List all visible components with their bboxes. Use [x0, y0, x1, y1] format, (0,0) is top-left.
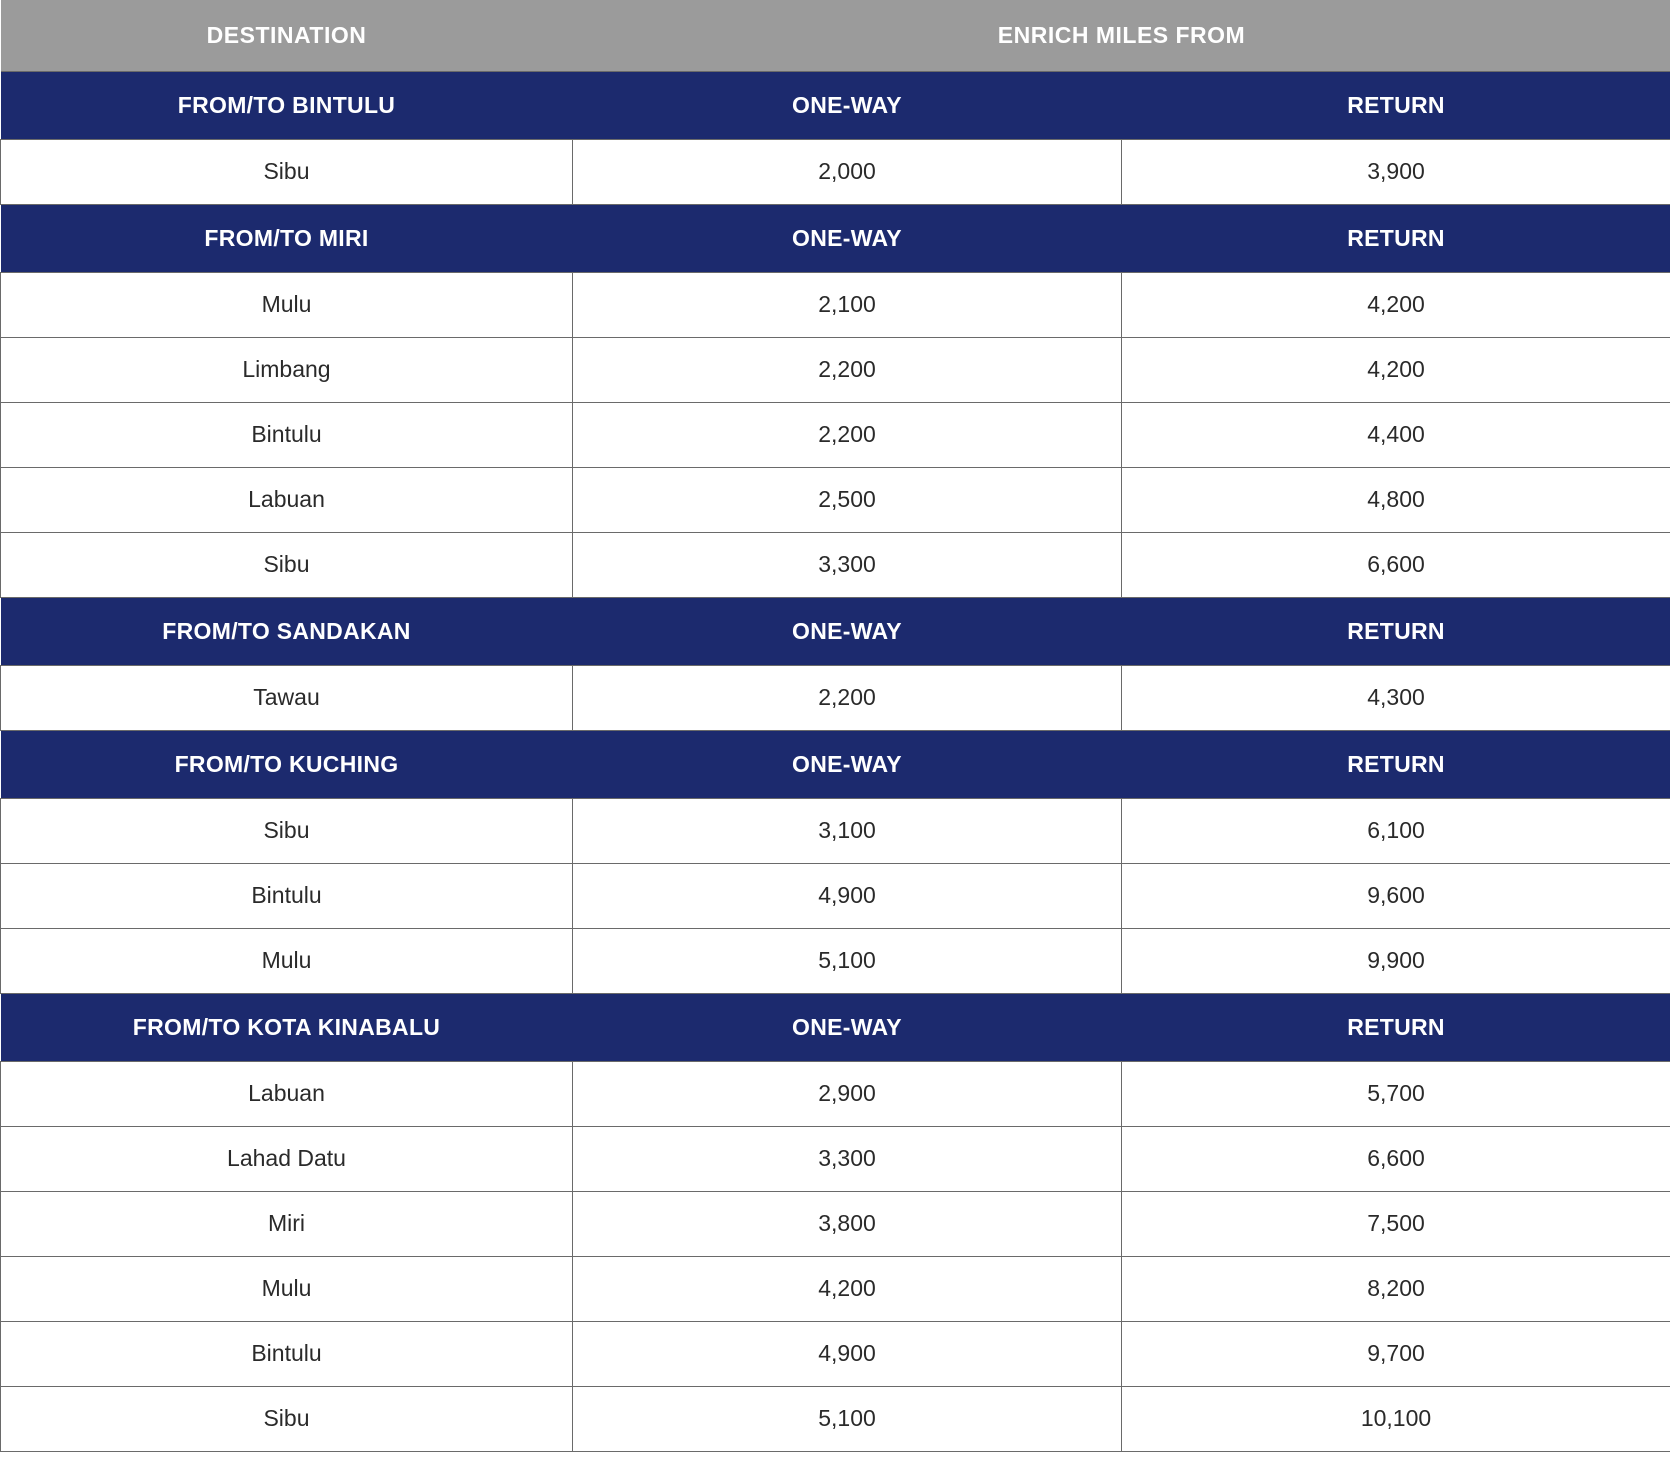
- return-column-label: RETURN: [1122, 204, 1670, 272]
- oneway-miles-cell: 2,200: [573, 665, 1122, 730]
- return-miles-cell: 3,900: [1122, 139, 1670, 204]
- oneway-miles-cell: 2,500: [573, 467, 1122, 532]
- destination-cell: Bintulu: [1, 1321, 573, 1386]
- top-header-row: [1, 0, 1670, 71]
- oneway-column-label: ONE-WAY: [573, 730, 1122, 798]
- table-row: [1, 1321, 1670, 1386]
- oneway-miles-cell: 4,200: [573, 1256, 1122, 1321]
- return-miles-cell: 4,300: [1122, 665, 1670, 730]
- oneway-miles-cell: 2,900: [573, 1061, 1122, 1126]
- table-row: [1, 798, 1670, 863]
- return-miles-cell: 4,200: [1122, 337, 1670, 402]
- return-miles-cell: 9,600: [1122, 863, 1670, 928]
- return-miles-cell: 8,200: [1122, 1256, 1670, 1321]
- destination-cell: Sibu: [1, 139, 573, 204]
- destination-cell: Mulu: [1, 928, 573, 993]
- destination-cell: Labuan: [1, 1061, 573, 1126]
- return-miles-cell: 6,600: [1122, 532, 1670, 597]
- table-row: [1, 467, 1670, 532]
- destination-cell: Mulu: [1, 1256, 573, 1321]
- oneway-miles-cell: 3,300: [573, 532, 1122, 597]
- section-title: FROM/TO MIRI: [1, 204, 573, 272]
- return-column-label: RETURN: [1122, 993, 1670, 1061]
- section-header-row: [1, 71, 1670, 139]
- return-miles-cell: 5,700: [1122, 1061, 1670, 1126]
- destination-cell: Labuan: [1, 467, 573, 532]
- destination-cell: Tawau: [1, 665, 573, 730]
- destination-cell: Sibu: [1, 532, 573, 597]
- section-title: FROM/TO SANDAKAN: [1, 597, 573, 665]
- table-row: [1, 139, 1670, 204]
- destination-cell: Limbang: [1, 337, 573, 402]
- table-row: [1, 1191, 1670, 1256]
- destination-cell: Lahad Datu: [1, 1126, 573, 1191]
- table-row: [1, 272, 1670, 337]
- return-column-label: RETURN: [1122, 597, 1670, 665]
- table-row: [1, 1061, 1670, 1126]
- return-miles-cell: 4,200: [1122, 272, 1670, 337]
- oneway-column-label: ONE-WAY: [573, 993, 1122, 1061]
- destination-cell: Bintulu: [1, 863, 573, 928]
- table-row: [1, 532, 1670, 597]
- oneway-column-label: ONE-WAY: [573, 71, 1122, 139]
- table-row: [1, 1126, 1670, 1191]
- oneway-miles-cell: 3,800: [573, 1191, 1122, 1256]
- destination-cell: Mulu: [1, 272, 573, 337]
- oneway-miles-cell: 4,900: [573, 863, 1122, 928]
- oneway-miles-cell: 2,200: [573, 337, 1122, 402]
- oneway-miles-cell: 5,100: [573, 1386, 1122, 1451]
- return-miles-cell: 4,400: [1122, 402, 1670, 467]
- enrich-miles-header: ENRICH MILES FROM: [573, 0, 1670, 71]
- destination-cell: Sibu: [1, 1386, 573, 1451]
- return-column-label: RETURN: [1122, 730, 1670, 798]
- oneway-miles-cell: 4,900: [573, 1321, 1122, 1386]
- table-row: [1, 928, 1670, 993]
- oneway-miles-cell: 2,100: [573, 272, 1122, 337]
- oneway-miles-cell: 3,300: [573, 1126, 1122, 1191]
- table-row: [1, 337, 1670, 402]
- oneway-column-label: ONE-WAY: [573, 597, 1122, 665]
- section-title: FROM/TO KUCHING: [1, 730, 573, 798]
- table-row: [1, 402, 1670, 467]
- oneway-column-label: ONE-WAY: [573, 204, 1122, 272]
- return-column-label: RETURN: [1122, 71, 1670, 139]
- oneway-miles-cell: 3,100: [573, 798, 1122, 863]
- return-miles-cell: 6,100: [1122, 798, 1670, 863]
- return-miles-cell: 6,600: [1122, 1126, 1670, 1191]
- section-title: FROM/TO BINTULU: [1, 71, 573, 139]
- table-row: [1, 665, 1670, 730]
- table-row: [1, 1256, 1670, 1321]
- section-header-row: [1, 993, 1670, 1061]
- table-row: [1, 1386, 1670, 1451]
- oneway-miles-cell: 5,100: [573, 928, 1122, 993]
- section-header-row: [1, 204, 1670, 272]
- return-miles-cell: 10,100: [1122, 1386, 1670, 1451]
- destination-cell: Sibu: [1, 798, 573, 863]
- return-miles-cell: 9,700: [1122, 1321, 1670, 1386]
- section-header-row: [1, 730, 1670, 798]
- destination-header: DESTINATION: [1, 0, 573, 71]
- oneway-miles-cell: 2,000: [573, 139, 1122, 204]
- section-title: FROM/TO KOTA KINABALU: [1, 993, 573, 1061]
- destination-cell: Bintulu: [1, 402, 573, 467]
- return-miles-cell: 9,900: [1122, 928, 1670, 993]
- table-row: [1, 863, 1670, 928]
- destination-cell: Miri: [1, 1191, 573, 1256]
- return-miles-cell: 7,500: [1122, 1191, 1670, 1256]
- return-miles-cell: 4,800: [1122, 467, 1670, 532]
- oneway-miles-cell: 2,200: [573, 402, 1122, 467]
- table-body: [1, 0, 1670, 1451]
- section-header-row: [1, 597, 1670, 665]
